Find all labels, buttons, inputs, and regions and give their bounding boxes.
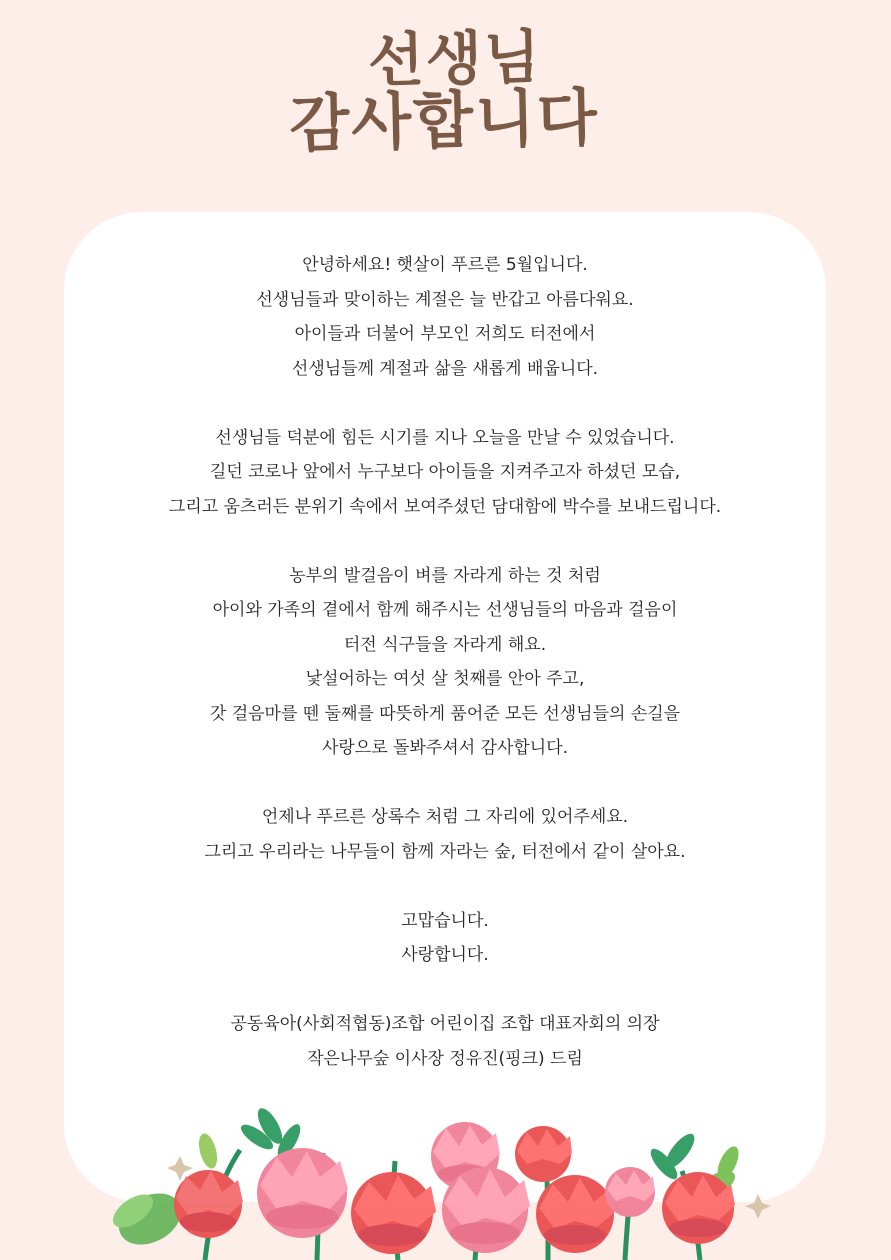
letter-line: 갓 걸음마를 뗀 둘째를 따뜻하게 품어준 모든 선생님들의 손길을 <box>209 703 681 724</box>
letter-spacer <box>64 973 826 1008</box>
letter-line: 선생님들 덕분에 힘든 시기를 지나 오늘을 만날 수 있었습니다. <box>215 427 675 448</box>
letter-line: 낯설어하는 여섯 살 첫째를 안아 주고, <box>305 669 585 689</box>
page-title <box>0 21 891 162</box>
letter-spacer <box>64 386 826 421</box>
letter-line: 언제나 푸르른 상록수 처럼 그 자리에 있어주세요. <box>261 807 629 827</box>
letter-spacer <box>64 524 826 559</box>
letter-body <box>64 248 826 1076</box>
letter-line: 아이와 가족의 곁에서 함께 해주시는 선생님들의 마음과 걸음이 <box>212 600 678 620</box>
carnation-bouquet-icon <box>0 1098 891 1260</box>
title-line-1: 선생님 <box>367 22 543 95</box>
letter-line: 선생님들과 맞이하는 계절은 늘 반갑고 아름다워요. <box>256 289 634 310</box>
letter-line: 터전 식구들을 자라게 해요. <box>343 634 547 655</box>
letter-line: 작은나무숲 이사장 정유진(핑크) 드림 <box>307 1048 583 1069</box>
letter-line: 선생님들께 계절과 삶을 새롭게 배웁니다. <box>291 358 599 379</box>
letter-spacer <box>64 766 826 801</box>
letter-line: 사랑으로 돌봐주셔서 감사합니다. <box>321 738 569 758</box>
letter-line: 길던 코로나 앞에서 누구보다 아이들을 지켜주고자 하셨던 모습, <box>209 462 681 482</box>
letter-line: 안녕하세요! 햇살이 푸르른 5월입니다. <box>302 255 588 275</box>
letter-line: 농부의 발걸음이 벼를 자라게 하는 것 처럼 <box>289 565 601 586</box>
letter-spacer <box>64 869 826 904</box>
letter-line: 고맙습니다. <box>401 910 489 931</box>
letter-line: 그리고 우리라는 나무들이 함께 자라는 숲, 터전에서 같이 살아요. <box>204 841 686 862</box>
letter-line: 아이들과 더불어 부모인 저희도 터전에서 <box>294 324 596 344</box>
letter-line: 사랑합니다. <box>401 945 489 965</box>
letter-line: 그리고 움츠러든 분위기 속에서 보여주셨던 담대함에 박수를 보내드립니다. <box>168 496 722 517</box>
title-line-2: 감사합니다 <box>288 80 600 161</box>
letter-line: 공동육아(사회적협동)조합 어린이집 조합 대표자회의 의장 <box>230 1014 660 1034</box>
